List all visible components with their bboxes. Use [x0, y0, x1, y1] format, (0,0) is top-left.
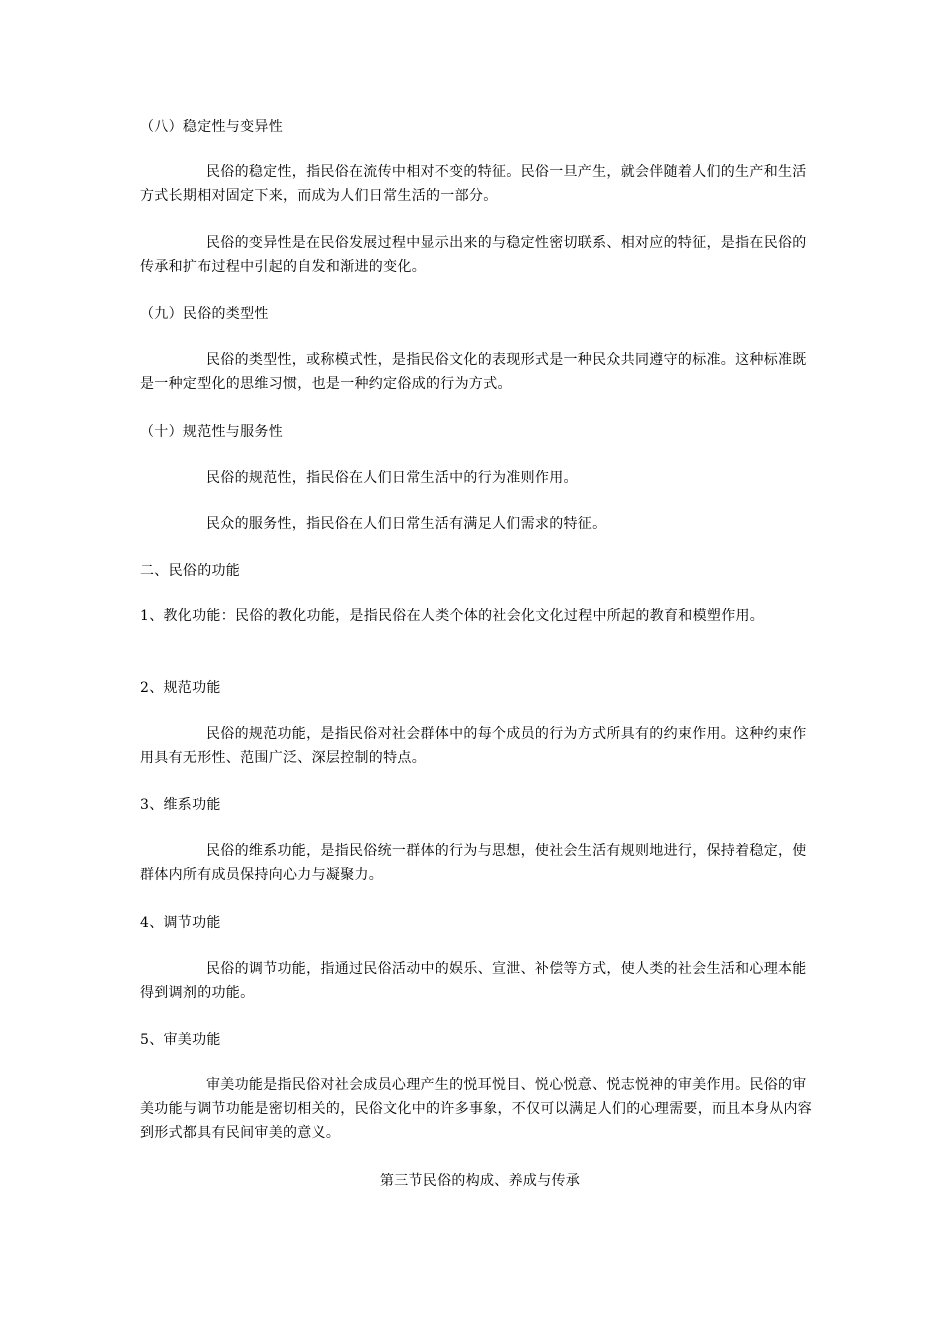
- section-heading: 2、规范功能: [140, 680, 221, 696]
- section-heading: 3、维系功能: [140, 797, 221, 813]
- section-heading: 4、调节功能: [140, 915, 221, 931]
- section-heading: （八）稳定性与变异性: [140, 119, 283, 135]
- body-paragraph: 民俗的维系功能，是指民俗统一群体的行为与思想，使社会生活有规则地进行，保持着稳定，使群体内所有成员保持向心力与凝聚力。: [140, 843, 807, 883]
- body-paragraph: 民俗的类型性，或称模式性，是指民俗文化的表现形式是一种民众共同遵守的标准。这种标准既是一种定型化的思维习惯，也是一种约定俗成的行为方式。: [140, 352, 807, 392]
- section-title: 第三节民俗的构成、养成与传承: [379, 1173, 581, 1189]
- body-paragraph: 民俗的稳定性，指民俗在流传中相对不变的特征。民俗一旦产生，就会伴随着人们的生产和生活方式长期相对固定下来，而成为人们日常生活的一部分。: [140, 164, 807, 204]
- body-paragraph: 民俗的调节功能，指通过民俗活动中的娱乐、宣泄、补偿等方式，使人类的社会生活和心理本能得到调剂的功能。: [140, 961, 807, 1001]
- section-heading: （九）民俗的类型性: [140, 306, 269, 322]
- chapter-heading: 二、民俗的功能: [140, 563, 241, 579]
- section-heading: 5、审美功能: [140, 1032, 221, 1048]
- body-paragraph: 民众的服务性，指民俗在人们日常生活有满足人们需求的特征。: [206, 516, 607, 532]
- body-paragraph: 民俗的规范性，指民俗在人们日常生活中的行为准则作用。: [206, 470, 578, 486]
- body-paragraph: 民俗的规范功能，是指民俗对社会群体中的每个成员的行为方式所具有的约束作用。这种约束作用具有无形性、范围广泛、深层控制的特点。: [140, 726, 807, 766]
- body-paragraph: 民俗的变异性是在民俗发展过程中显示出来的与稳定性密切联系、相对应的特征，是指在民俗的传承和扩布过程中引起的自发和渐进的变化。: [140, 235, 807, 275]
- body-paragraph: 审美功能是指民俗对社会成员心理产生的悦耳悦目、悦心悦意、悦志悦神的审美作用。民俗的审美功能与调节功能是密切相关的，民俗文化中的许多事象，不仅可以满足人们的心理需要，而且本身从内容到形式都具有民间审美的意义。: [140, 1077, 813, 1141]
- section-heading: （十）规范性与服务性: [140, 424, 283, 440]
- body-paragraph: 1、教化功能：民俗的教化功能，是指民俗在人类个体的社会化文化过程中所起的教育和模塑作用。: [140, 608, 765, 624]
